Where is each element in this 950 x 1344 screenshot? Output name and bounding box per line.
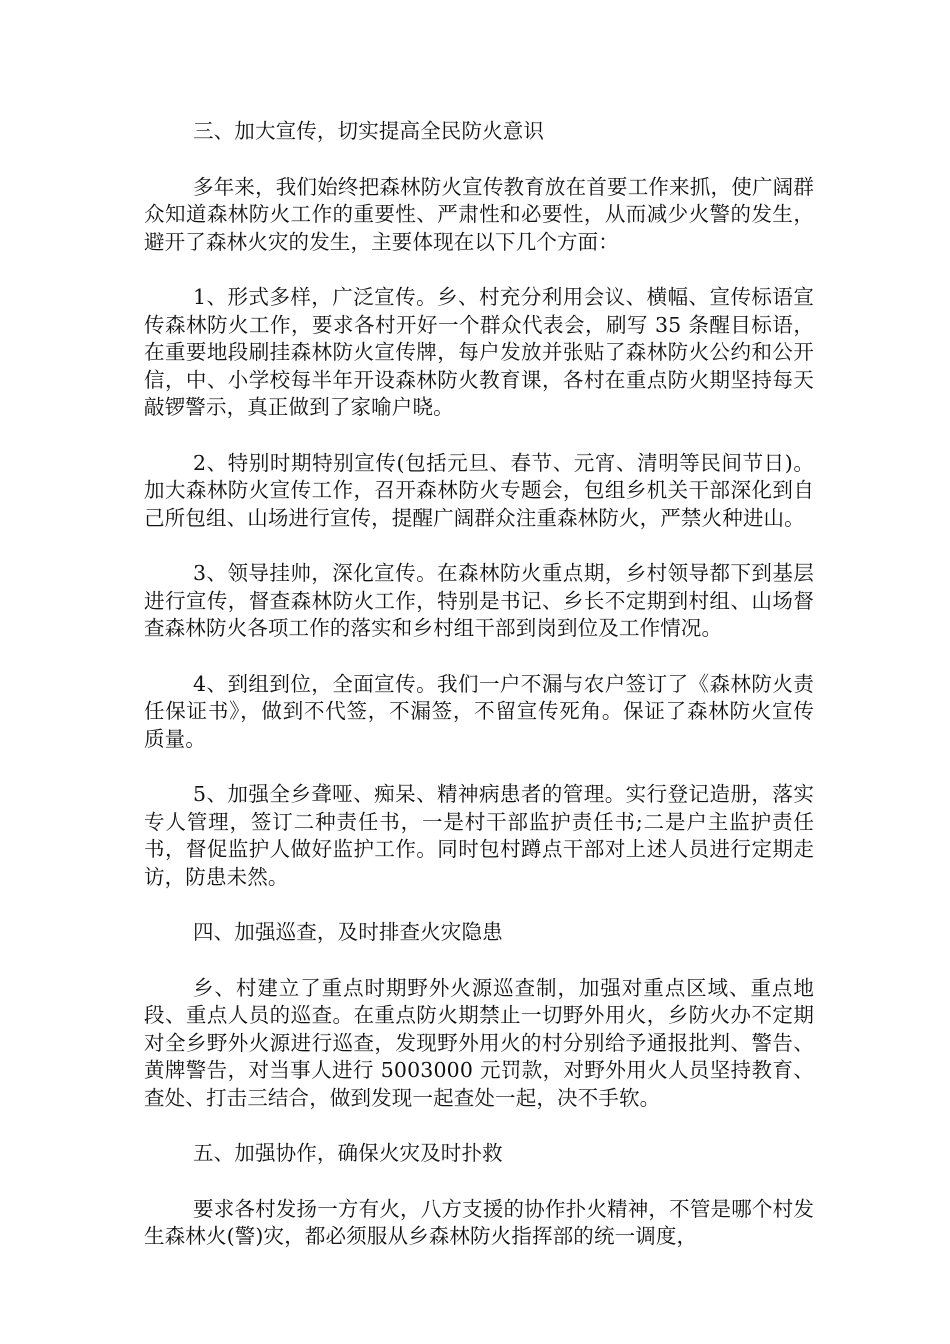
section-heading-5: 五、加强协作，确保火灾及时扑救 bbox=[193, 1141, 503, 1165]
paragraph-item-5: 5、加强全乡聋哑、痴呆、精神病患者的管理。实行登记造册，落实专人管理，签订二种责任书，一是村干部监护责任书;二是户主监护责任书，督促监护人做好监护工作。同时包村蹲点干部对上述人员进行定期走访，防患未然。 bbox=[144, 782, 814, 889]
document-page bbox=[144, 118, 814, 1251]
paragraph-cooperation: 要求各村发扬一方有火，八方支援的协作扑火精神，不管是哪个村发生森林火(警)灾，都必须服从乡森林防火指挥部的统一调度， bbox=[144, 1196, 814, 1248]
paragraph-item-3: 3、领导挂帅，深化宣传。在森林防火重点期，乡村领导都下到基层进行宣传，督查森林防火工作，特别是书记、乡长不定期到村组、山场督查森林防火各项工作的落实和乡村组干部到岗到位及工作情况。 bbox=[144, 561, 814, 640]
section-heading-3: 三、加大宣传，切实提高全民防火意识 bbox=[193, 119, 545, 143]
paragraph-intro: 多年来，我们始终把森林防火宣传教育放在首要工作来抓，使广阔群众知道森林防火工作的重要性、严肃性和必要性，从而减少火警的发生，避开了森林火灾的发生，主要体现在以下几个方面： bbox=[144, 174, 814, 254]
paragraph-item-4: 4、到组到位，全面宣传。我们一户不漏与农户签订了《森林防火责任保证书》，做到不代签，不漏签，不留宣传死角。保证了森林防火宣传质量。 bbox=[144, 671, 814, 751]
section-heading-4: 四、加强巡查，及时排查火灾隐患 bbox=[193, 920, 503, 944]
paragraph-patrol: 乡、村建立了重点时期野外火源巡查制，加强对重点区域、重点地段、重点人员的巡查。在重点防火期禁止一切野外用火，乡防火办不定期对全乡野外火源进行巡查，发现野外用火的村分别给予通报批判、警告、黄牌警告，对当事人进行 5003000 元罚款，对野外用火人员坚持教育、查处、打击三结合，做到发现一起查处一起，决不手软。 bbox=[144, 975, 814, 1110]
paragraph-item-1: 1、形式多样，广泛宣传。乡、村充分利用会议、横幅、宣传标语宣传森林防火工作，要求各村开好一个群众代表会，刷写 35 条醒目标语，在重要地段刷挂森林防火宣传牌，每户发放并张贴了森林防火公约和公开信，中、小学校每半年开设森林防火教育课，各村在重点防火期坚持每天敲锣警示，真正做到了家喻户晓。 bbox=[144, 285, 814, 419]
paragraph-item-2: 2、特别时期特别宣传(包括元旦、春节、元宵、清明等民间节日)。加大森林防火宣传工作，召开森林防火专题会，包组乡机关干部深化到自己所包组、山场进行宣传，提醒广阔群众注重森林防火，严禁火种进山。 bbox=[144, 450, 814, 530]
